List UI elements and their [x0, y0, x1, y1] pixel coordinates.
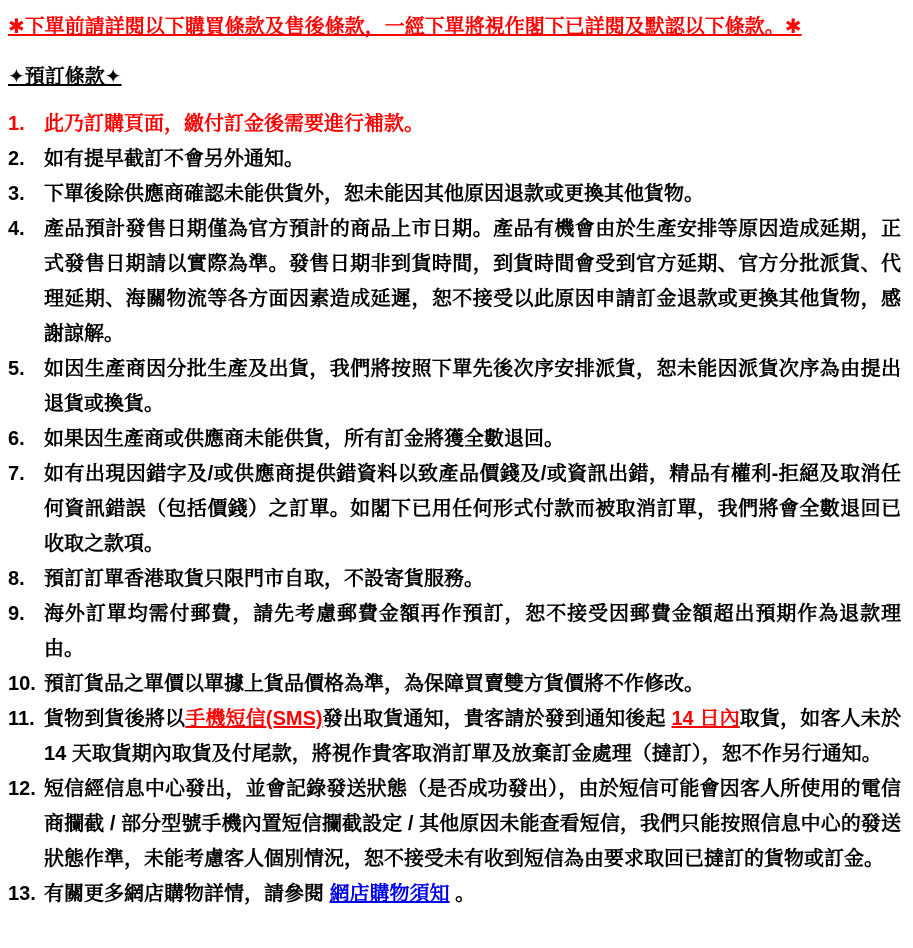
- term-segment: 有關更多網店購物詳情，請參閱: [44, 883, 330, 905]
- term-item-5: [8, 352, 901, 422]
- term-item-3: [8, 177, 901, 212]
- term-number: 7.: [8, 463, 25, 485]
- term-text: [44, 772, 901, 877]
- term-segment: 如有出現因錯字及/或供應商提供錯資料以致產品價錢及/或資訊出錯，精品有權利-拒絕及取消任何資訊錯誤（包括價錢）之訂單。如閣下已用任何形式付款而被取消訂單，我們將會全數退回已收取之款項。: [44, 463, 901, 555]
- term-segment: 發出取貨通知，貴客請於發到通知後起: [322, 708, 672, 730]
- term-number: 11.: [8, 708, 35, 730]
- term-segment: 產品預計發售日期僅為官方預計的商品上市日期。產品有機會由於生產安排等原因造成延期，正式發售日期請以實際為準。發售日期非到貨時間，到貨時間會受到官方延期、官方分批派貨、代理延期、海關物流等各方面因素造成延遲，恕不接受以此原因申請訂金退款或更換其他貨物，感謝諒解。: [44, 218, 901, 345]
- term-number: 6.: [8, 428, 25, 450]
- term-item-8: [8, 562, 901, 597]
- term-item-11: [8, 702, 901, 772]
- term-number: 3.: [8, 183, 25, 205]
- highlighted-term-segment: 14 日內: [671, 708, 740, 730]
- term-number: 5.: [8, 358, 25, 380]
- term-segment: 此乃訂購頁面，繳付訂金後需要進行補款。: [44, 113, 424, 135]
- terms-list: [8, 107, 901, 912]
- term-segment: 下單後除供應商確認未能供貨外，恕未能因其他原因退款或更換其他貨物。: [44, 183, 704, 205]
- term-segment: 取貨，如客人未於 14 天取貨期內取貨及付尾款，將視作貴客取消訂單及放棄訂金處理（撻訂），恕不作另行通知。: [44, 708, 901, 765]
- term-text: [44, 107, 901, 142]
- term-number: 13.: [8, 883, 36, 905]
- term-segment: 如果因生產商或供應商未能供貨，所有訂金將獲全數退回。: [44, 428, 564, 450]
- term-item-2: [8, 142, 901, 177]
- term-item-1: [8, 107, 901, 142]
- term-text: [44, 562, 901, 597]
- section-heading-preorder-terms: ✦預訂條款✦: [8, 66, 122, 88]
- term-segment: 如有提早截訂不會另外通知。: [44, 148, 304, 170]
- term-text: [44, 142, 901, 177]
- term-text: [44, 177, 901, 212]
- term-item-7: [8, 457, 901, 562]
- term-text: [44, 212, 901, 352]
- term-number: 12.: [8, 778, 36, 800]
- term-item-10: [8, 667, 901, 702]
- term-text: [44, 667, 901, 702]
- term-segment: 。: [449, 883, 476, 905]
- term-segment: 預訂訂單香港取貨只限門市自取，不設寄貨服務。: [44, 568, 484, 590]
- term-number: 4.: [8, 218, 25, 240]
- shop-guide-link[interactable]: 網店購物須知: [329, 883, 450, 905]
- term-item-9: [8, 597, 901, 667]
- term-text: [44, 422, 901, 457]
- term-number: 8.: [8, 568, 25, 590]
- term-segment: 如因生產商因分批生產及出貨，我們將按照下單先後次序安排派貨，恕未能因派貨次序為由提出退貨或換貨。: [44, 358, 901, 415]
- term-item-6: [8, 422, 901, 457]
- highlighted-term-segment: 手機短信(SMS): [185, 708, 323, 730]
- term-segment: 預訂貨品之單價以單據上貨品價格為準，為保障買賣雙方貨價將不作修改。: [44, 673, 704, 695]
- term-number: 9.: [8, 603, 25, 625]
- term-text: [44, 877, 901, 912]
- term-text: [44, 702, 901, 772]
- page-title: ✱下單前請詳閱以下購買條款及售後條款，一經下單將視作閣下已詳閱及默認以下條款。✱: [8, 16, 802, 38]
- term-item-12: [8, 772, 901, 877]
- term-text: [44, 457, 901, 562]
- term-segment: 貨物到貨後將以: [44, 708, 186, 730]
- term-segment: 海外訂單均需付郵費，請先考慮郵費金額再作預訂，恕不接受因郵費金額超出預期作為退款理由。: [44, 603, 901, 660]
- term-text: [44, 352, 901, 422]
- term-segment: 短信經信息中心發出，並會記錄發送狀態（是否成功發出），由於短信可能會因客人所使用的電信商攔截 / 部分型號手機內置短信攔截設定 / 其他原因未能查看短信，我們只能按照信息中心的發送狀態作準，未能考慮客人個別情況，恕不接受未有收到短信為由要求取回已撻訂的貨物或訂金。: [44, 778, 901, 870]
- term-number: 10.: [8, 673, 36, 695]
- term-number: 2.: [8, 148, 25, 170]
- term-number: 1.: [8, 113, 25, 135]
- term-item-4: [8, 212, 901, 352]
- term-item-13: [8, 877, 901, 912]
- term-text: [44, 597, 901, 667]
